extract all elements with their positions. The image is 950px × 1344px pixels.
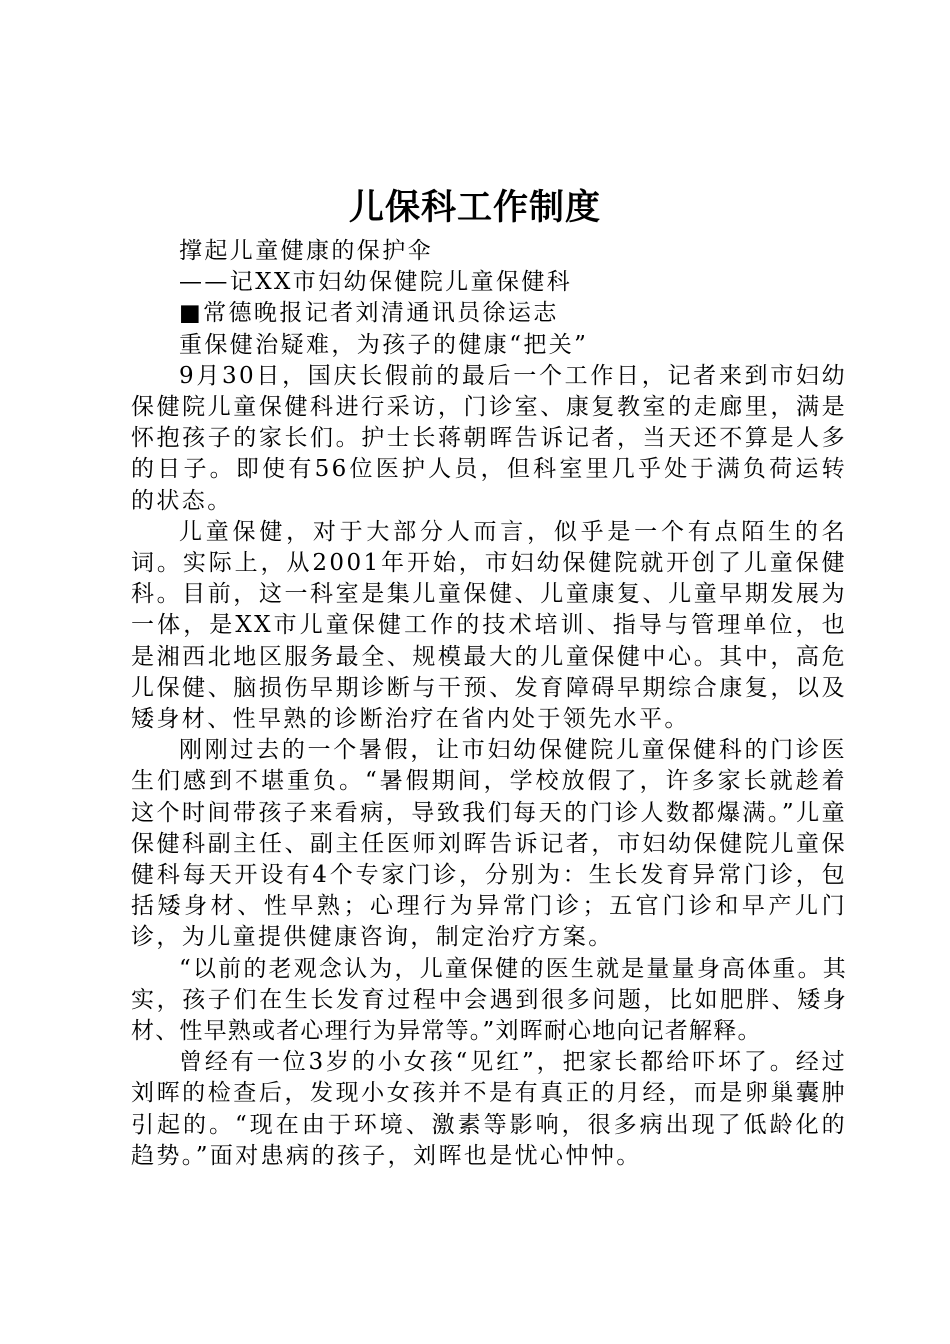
body-paragraph: 儿童保健，对于大部分人而言，似乎是一个有点陌生的名词。实际上，从2001年开始，市妇幼保健院就开创了儿童保健科。目前，这一科室是集儿童保健、儿童康复、儿童早期发展为一体，是XX市儿童保健工作的技术培训、指导与管理单位，也是湘西北地区服务最全、规模最大的儿童保健中心。其中，高危儿保健、脑损伤早期诊断与干预、发育障碍早期综合康复，以及矮身材、性早熟的诊断治疗在省内处于领先水平。 [131, 518, 847, 733]
document-title: 儿保科工作制度 [348, 187, 601, 228]
section-heading-paragraph: 重保健治疑难，为孩子的健康“把关” [179, 331, 589, 358]
body-paragraph: 曾经有一位3岁的小女孩“见红”，把家长都给吓坏了。经过刘晖的检查后，发现小女孩并不是有真正的月经，而是卵巢囊肿引起的。“现在由于环境、激素等影响，很多病出现了低龄化的趋势。”面对患病的孩子，刘晖也是忧心忡忡。 [131, 1049, 847, 1169]
byline-paragraph: ■常德晚报记者刘清通讯员徐运志 [179, 300, 559, 327]
body-paragraph: 刚刚过去的一个暑假，让市妇幼保健院儿童保健科的门诊医生们感到不堪重负。“暑假期间，学校放假了，许多家长就趁着这个时间带孩子来看病，导致我们每天的门诊人数都爆满。”儿童保健科副主任、副主任医师刘晖告诉记者，市妇幼保健院儿童保健科每天开设有4个专家门诊，分别为：生长发育异常门诊，包括矮身材、性早熟；心理行为异常门诊；五官门诊和早产儿门诊，为儿童提供健康咨询，制定治疗方案。 [131, 737, 847, 951]
body-paragraph: 9月30日，国庆长假前的最后一个工作日，记者来到市妇幼保健院儿童保健科进行采访，门诊室、康复教室的走廊里，满是怀抱孩子的家长们。护士长蒋朝晖告诉记者，当天还不算是人多的日子。即使有56位医护人员，但科室里几乎处于满负荷运转的状态。 [131, 362, 847, 514]
body-paragraph: “以前的老观念认为，儿童保健的医生就是量量身高体重。其实，孩子们在生长发育过程中会遇到很多问题，比如肥胖、矮身材、性早熟或者心理行为异常等。”刘晖耐心地向记者解释。 [131, 955, 847, 1045]
subheading-paragraph: ——记XX市妇幼保健院儿童保健科 [179, 269, 573, 296]
subtitle-paragraph: 撑起儿童健康的保护伞 [179, 238, 433, 264]
document-body [131, 236, 847, 1172]
